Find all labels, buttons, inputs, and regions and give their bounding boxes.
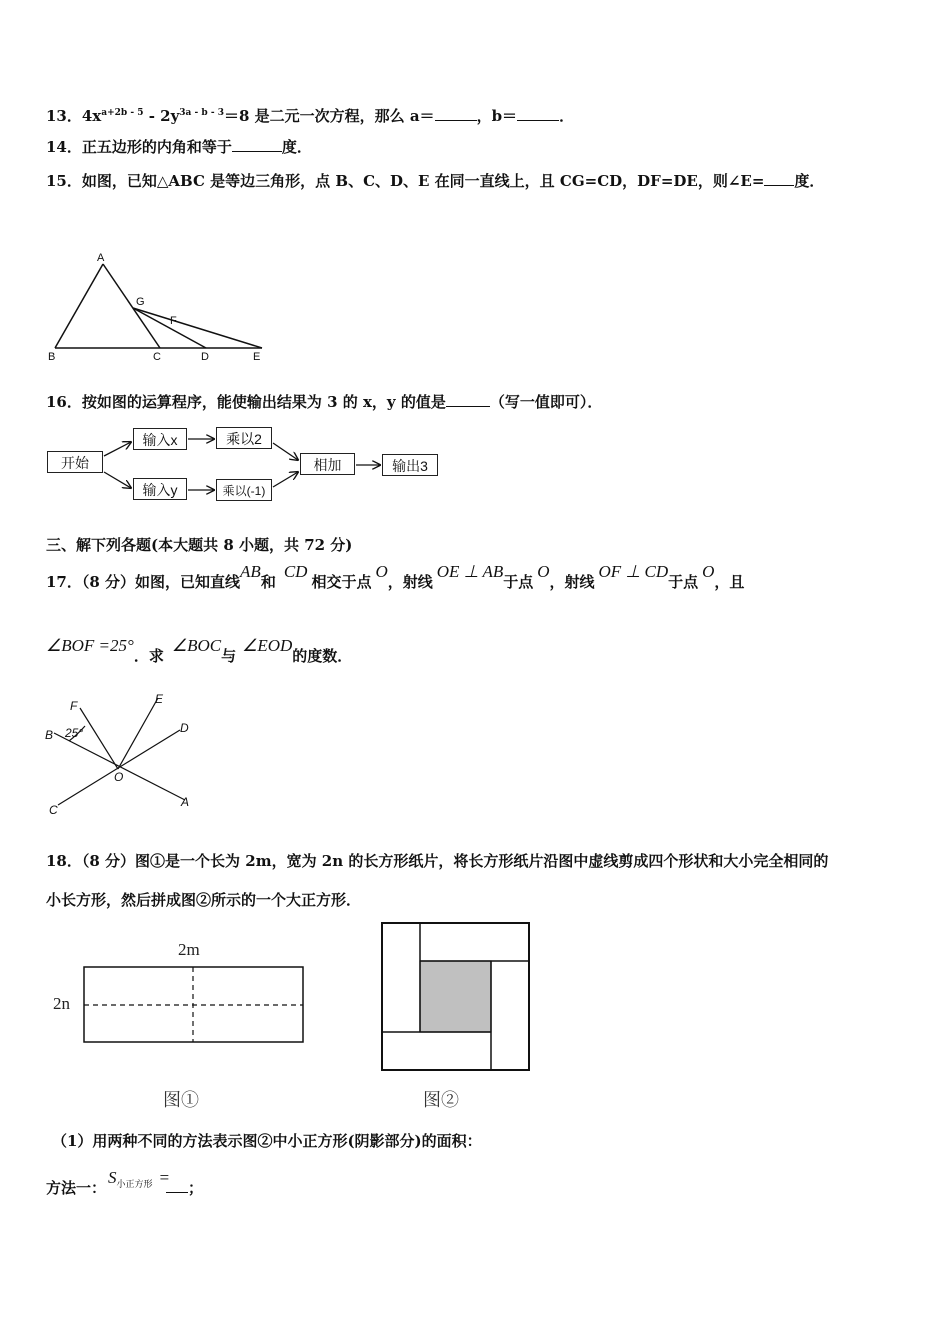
figure-2-caption: 图② — [423, 1090, 459, 1110]
flow-multiply-neg1: 乘以(-1) — [216, 479, 272, 501]
question-16: 16．按如图的运算程序，能使输出结果为 3 的 x，y 的值是 （写一值即可）． — [46, 393, 603, 411]
question-18-cont: 小长方形，然后拼成图②所示的一个大正方形． — [46, 891, 362, 909]
question-18-part-1: （1）用两种不同的方法表示图②中小正方形(阴影部分)的面积： — [52, 1132, 482, 1150]
point-o-label: O — [114, 770, 124, 784]
ray-f-label: F — [70, 699, 78, 713]
flow-start: 开始 — [47, 451, 103, 473]
flow-add: 相加 — [300, 453, 355, 475]
point-c-label: C — [49, 803, 58, 817]
point-f-label: F — [170, 315, 177, 327]
left-dimension-label: 2n — [53, 994, 70, 1013]
question-14: 14．正五边形的内角和等于 度． — [46, 138, 312, 156]
point-e-label: E — [253, 351, 261, 363]
flow-output: 输出3 — [382, 454, 438, 476]
shaded-small-square — [420, 961, 491, 1032]
figure-2-square — [375, 918, 540, 1118]
figure-1-rectangle — [50, 935, 320, 1115]
flow-arrows — [0, 0, 950, 520]
point-c-label: C — [153, 351, 161, 363]
question-17-cont: ∠BOF =25°．求∠BOC与∠EOD的度数． — [46, 636, 353, 665]
angle-label: 25° — [65, 726, 84, 740]
flow-input-y: 输入y — [133, 478, 187, 500]
point-b-label: B — [48, 351, 56, 363]
point-a-label: A — [181, 795, 190, 809]
method-1-line: 方法一：$S^{小正方形}$ =； — [46, 1168, 204, 1197]
flow-multiply-2: 乘以2 — [216, 427, 272, 449]
section-heading: 三、解下列各题(本大题共 8 小题，共 72 分) — [46, 536, 353, 554]
point-b-label: B — [45, 728, 54, 742]
ray-d-label: D — [180, 721, 189, 735]
question-13: 13．$4x^{a+2b - 5} - 2y^{3a - b - 3}=8$ 是二元一次方程，那么 a＝ ，b＝ ． — [46, 107, 575, 125]
figure-1-caption: 图① — [163, 1090, 199, 1110]
point-d-label: D — [201, 351, 209, 363]
question-18: 18．（8 分）图①是一个长为 2m，宽为 2n 的长方形纸片，将长方形纸片沿图中虚线剪成四个形状和大小完全相同的 — [46, 852, 829, 870]
ray-e-label: E — [155, 692, 164, 706]
point-g-label: G — [136, 296, 145, 308]
point-a-label: A — [97, 252, 105, 264]
question-17: 17．（8 分）如图，已知直线AB和CD相交于点O，射线OE ⊥ AB于点O，射线OF ⊥ CD于点O，且 — [46, 562, 745, 591]
flow-input-x: 输入x — [133, 428, 187, 450]
angle-figure — [40, 688, 200, 818]
top-dimension-label: 2m — [178, 940, 200, 959]
question-15: 15．如图，已知△ABC 是等边三角形，点 B、C、D、E 在同一直线上，且 CG=CD，DF=DE，则∠E= 度． — [46, 172, 825, 190]
